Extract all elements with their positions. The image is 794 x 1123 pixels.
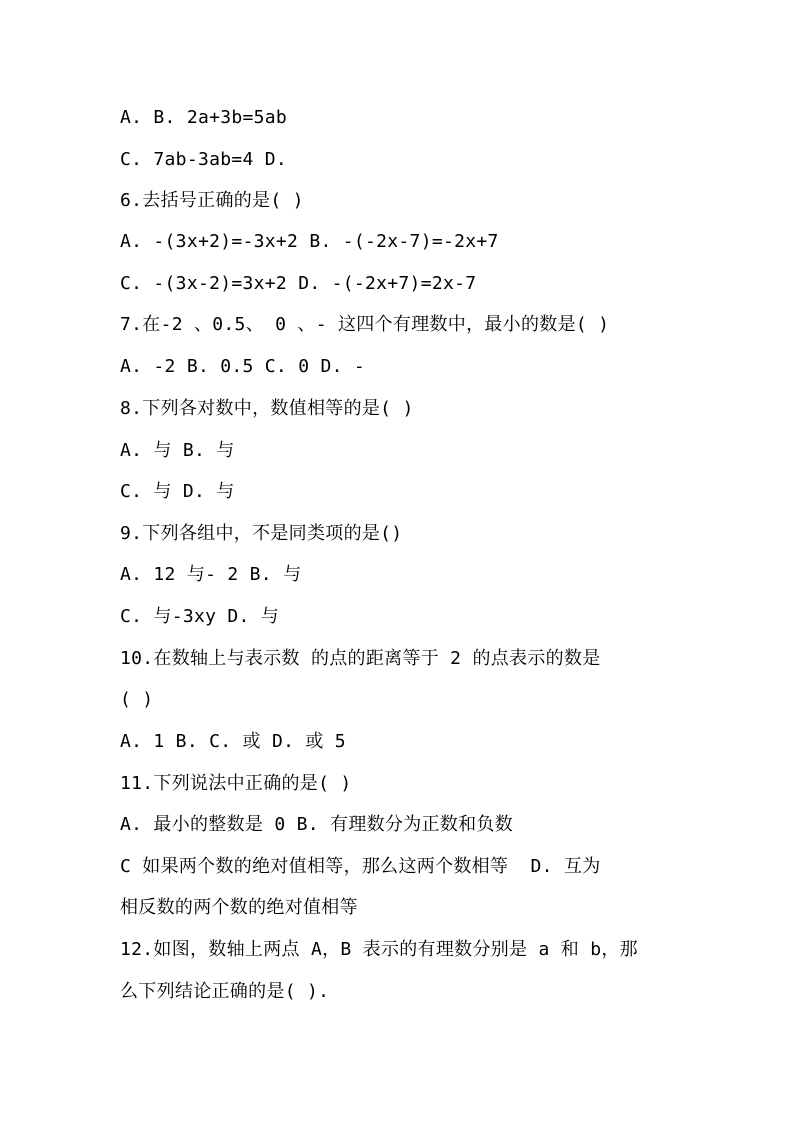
question-11: 11.下列说法中正确的是( ) <box>120 773 352 794</box>
option-line-q11-d-continued: 相反数的两个数的绝对值相等 <box>120 897 358 918</box>
question-12-continued: 么下列结论正确的是( ). <box>120 981 330 1002</box>
question-8: 8.下列各对数中，数值相等的是( ) <box>120 398 414 419</box>
question-10-continued: ( ) <box>120 689 154 710</box>
option-line-q7: A. -2 B. 0.5 C. 0 D. - <box>120 356 366 377</box>
option-line-q10: A. 1 B. C. 或 D. 或 5 <box>120 731 346 752</box>
question-9: 9.下列各组中，不是同类项的是() <box>120 523 403 544</box>
option-line-q5-cd: C. 7ab-3ab=4 D. <box>120 149 288 170</box>
option-line-q11-ab: A. 最小的整数是 0 B. 有理数分为正数和负数 <box>120 814 514 835</box>
option-line-q8-ab: A. 与 B. 与 <box>120 440 235 461</box>
option-line-q8-cd: C. 与 D. 与 <box>120 481 235 502</box>
option-line-q9-ab: A. 12 与- 2 B. 与 <box>120 564 302 585</box>
option-line-q11-cd: C 如果两个数的绝对值相等，那么这两个数相等 D. 互为 <box>120 856 601 877</box>
question-7: 7.在-2 、0.5、 0 、- 这四个有理数中，最小的数是( ) <box>120 314 610 335</box>
question-6: 6.去括号正确的是( ) <box>120 190 304 211</box>
option-line-q6-ab: A. -(3x+2)=-3x+2 B. -(-2x-7)=-2x+7 <box>120 231 499 252</box>
option-line-q9-cd: C. 与-3xy D. 与 <box>120 606 280 627</box>
question-12: 12.如图，数轴上两点 A，B 表示的有理数分别是 a 和 b，那 <box>120 939 638 960</box>
question-10: 10.在数轴上与表示数 的点的距离等于 2 的点表示的数是 <box>120 648 601 669</box>
option-line-q6-cd: C. -(3x-2)=3x+2 D. -(-2x+7)=2x-7 <box>120 273 477 294</box>
option-line-q5-ab: A. B. 2a+3b=5ab <box>120 107 288 128</box>
